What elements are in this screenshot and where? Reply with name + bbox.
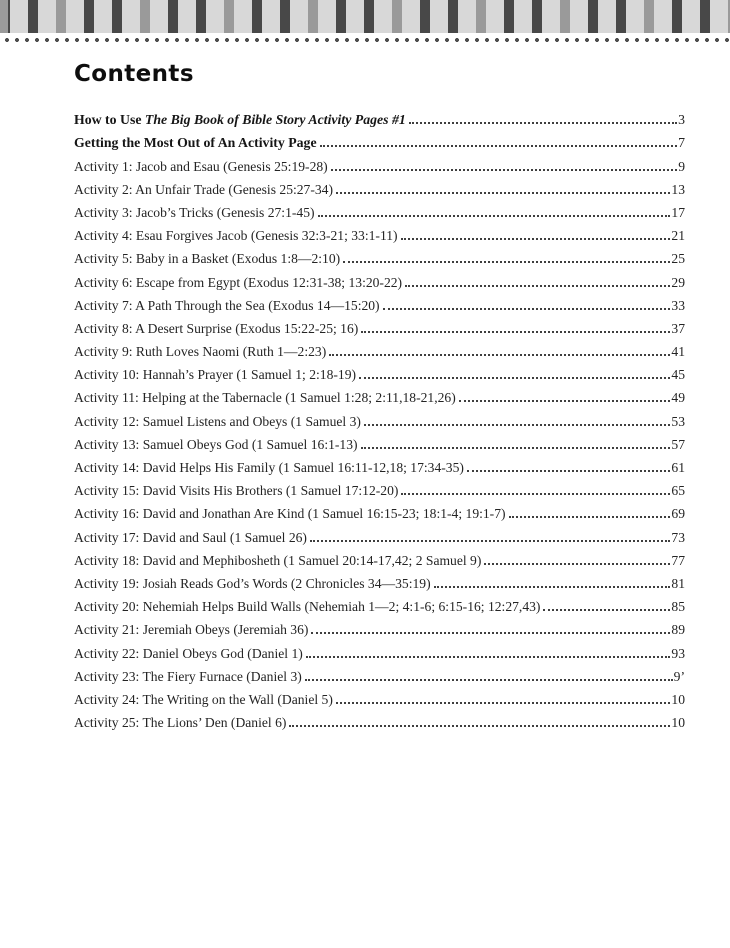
toc-entry-title: Activity 7: A Path Through the Sea (Exodus 14—15:20) [74,297,380,313]
toc-page-number: 9’ [673,668,685,684]
toc-page-number: 21 [671,228,685,244]
toc-page-number: 7 [678,135,685,151]
toc-page-number: 9 [678,158,685,174]
toc-entry-title: Activity 12: Samuel Listens and Obeys (1 Samuel 3) [74,413,361,429]
toc-entry-title: Activity 8: A Desert Surprise (Exodus 15:22-25; 16) [74,320,359,336]
toc-row [74,685,685,708]
toc-entry-title: Activity 13: Samuel Obeys God (1 Samuel 16:1-13) [74,436,358,452]
toc-entry-title: Activity 16: David and Jonathan Are Kind (1 Samuel 16:15-23; 18:1-4; 19:1-7) [74,506,506,522]
toc-row [74,638,685,661]
toc-row [74,615,685,638]
dotted-leader [383,308,671,310]
toc-entry-title: Activity 21: Jeremiah Obeys (Jeremiah 36) [74,622,309,638]
toc-entry-title: Activity 15: David Visits His Brothers (1 Samuel 17:12-20) [74,483,399,499]
table-of-contents [74,105,685,731]
toc-row [74,198,685,221]
toc-row [74,383,685,406]
toc-entry-title: Activity 6: Escape from Egypt (Exodus 12:31-38; 13:20-22) [74,274,403,290]
dotted-leader [305,679,673,681]
toc-row [74,522,685,545]
toc-page-number: 25 [671,251,685,267]
toc-page-number: 85 [671,599,685,615]
toc-row [74,360,685,383]
toc-row [74,221,685,244]
toc-page-number: 69 [671,506,685,522]
dotted-leader [331,169,678,171]
toc-entry-title: Getting the Most Out of An Activity Page [74,135,317,151]
toc-row [74,499,685,522]
toc-entry-title: Activity 24: The Writing on the Wall (Daniel 5) [74,691,333,707]
toc-row [74,453,685,476]
toc-row [74,546,685,569]
toc-entry-title: Activity 9: Ruth Loves Naomi (Ruth 1—2:23) [74,344,327,360]
toc-entry-title: Activity 19: Josiah Reads God’s Words (2 Chronicles 34—35:19) [74,575,431,591]
toc-row [74,337,685,360]
toc-row [74,267,685,290]
dotted-leader [320,145,678,147]
toc-entry-title: Activity 4: Esau Forgives Jacob (Genesis 32:3-21; 33:1-11) [74,228,398,244]
dotted-leader [318,215,671,217]
toc-row [74,175,685,198]
dotted-leader [409,122,677,124]
toc-entry-title: Activity 25: The Lions’ Den (Daniel 6) [74,715,287,731]
dotted-leader [459,400,671,402]
toc-row [74,476,685,499]
toc-row [74,406,685,429]
toc-page-number: 10 [671,691,685,707]
toc-page-number: 77 [671,552,685,568]
dotted-leader [401,493,670,495]
dotted-leader [434,586,671,588]
toc-entry-title: Activity 18: David and Mephibosheth (1 Samuel 20:14-17,42; 2 Samuel 9) [74,552,482,568]
toc-row [74,105,685,128]
dotted-leader [405,285,670,287]
dotted-leader [361,331,670,333]
dotted-leader [467,470,671,472]
toc-row [74,569,685,592]
toc-page-number: 10 [671,715,685,731]
toc-row [74,291,685,314]
toc-row [74,708,685,731]
decorative-dot-row [0,33,730,47]
toc-entry-title: Activity 1: Jacob and Esau (Genesis 25:19-28) [74,158,328,174]
dotted-leader [329,354,670,356]
toc-page-number: 93 [671,645,685,661]
page-title: Contents [74,61,194,87]
toc-page-number: 81 [671,575,685,591]
toc-entry-title: Activity 14: David Helps His Family (1 Samuel 16:11-12,18; 17:34-35) [74,460,464,475]
dotted-leader [359,377,670,379]
toc-row [74,314,685,337]
toc-row [74,128,685,151]
toc-page-number: 89 [671,622,685,638]
toc-row [74,662,685,685]
dotted-leader [306,656,671,658]
toc-entry-title: Activity 20: Nehemiah Helps Build Walls (Nehemiah 1—2; 4:1-6; 6:15-16; 12:27,43) [74,599,541,615]
dotted-leader [343,261,670,263]
dotted-leader [311,632,670,634]
toc-page-number: 37 [671,320,685,336]
toc-entry-title: Activity 22: Daniel Obeys God (Daniel 1) [74,645,303,661]
dotted-leader [310,540,670,542]
dotted-leader [289,725,670,727]
dotted-leader [509,516,671,518]
toc-row [74,151,685,174]
toc-row [74,244,685,267]
toc-entry-title: Activity 2: An Unfair Trade (Genesis 25:27-34) [74,181,334,197]
toc-entry-title: Activity 10: Hannah’s Prayer (1 Samuel 1; 2:18-19) [74,367,357,383]
toc-entry-title: Activity 11: Helping at the Tabernacle (1 Samuel 1:28; 2:11,18-21,26) [74,390,456,406]
toc-entry-title: Activity 23: The Fiery Furnace (Daniel 3) [74,668,302,684]
toc-page-number: 53 [671,413,685,429]
toc-page-number: 33 [671,297,685,313]
toc-page-number: 57 [671,436,685,452]
toc-page-number: 65 [671,483,685,499]
toc-page-number: 73 [671,529,685,545]
decorative-stripe-band [0,0,730,33]
toc-page-number: 3 [678,112,685,128]
toc-row [74,430,685,453]
dotted-leader [336,702,671,704]
dotted-leader [401,238,671,240]
toc-page-number: 49 [671,390,685,406]
toc-entry-title: Activity 5: Baby in a Basket (Exodus 1:8—2:10) [74,251,341,267]
dotted-leader [361,447,671,449]
toc-row [74,592,685,615]
toc-page-number: 17 [671,204,685,220]
toc-page-number: 61 [671,460,685,475]
dotted-leader [364,424,670,426]
dotted-leader [336,192,670,194]
toc-entry-title: Activity 17: David and Saul (1 Samuel 26) [74,529,307,545]
toc-page-number: 29 [671,274,685,290]
dotted-leader [484,563,670,565]
toc-page-number: 45 [671,367,685,383]
dotted-leader [543,609,670,611]
toc-entry-title: How to Use The Big Book of Bible Story Activity Pages #1 [74,112,406,128]
toc-page-number: 13 [671,181,685,197]
toc-page-number: 41 [671,344,685,360]
toc-entry-title: Activity 3: Jacob’s Tricks (Genesis 27:1-45) [74,204,315,220]
